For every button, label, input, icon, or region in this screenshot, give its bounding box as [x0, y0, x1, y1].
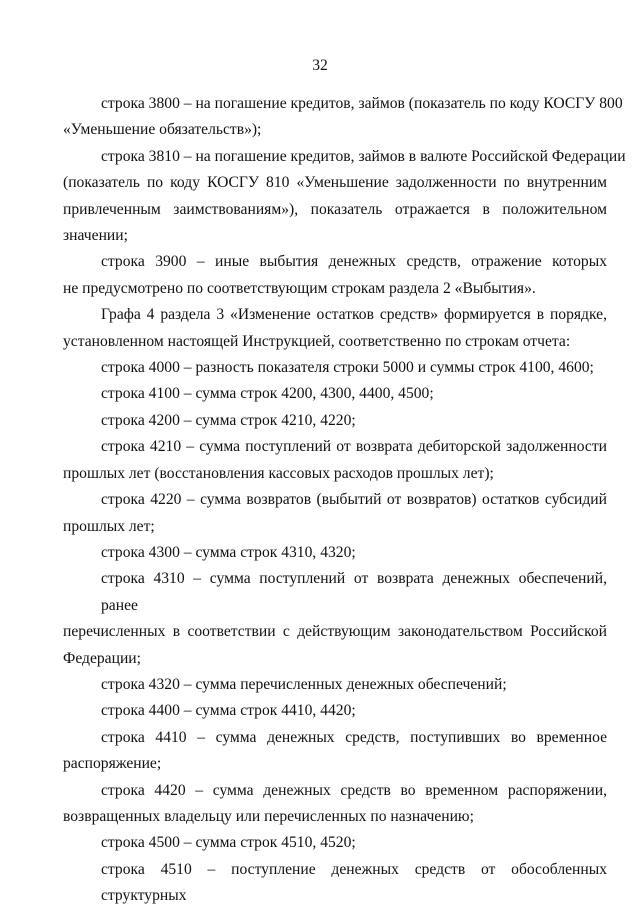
text-line: прошлых лет;: [63, 517, 155, 535]
text-line: возвращенных владельцу или перечисленных по назначению;: [63, 807, 474, 825]
page-number: 32: [312, 57, 328, 74]
text-line: строка 4200 – сумма строк 4210, 4220;: [101, 411, 356, 429]
text-line: строка 4220 – сумма возвратов (выбытий от возвратов) остатков субсидий: [101, 491, 607, 509]
text-line: строка 4320 – сумма перечисленных денежных обеспечений;: [101, 675, 507, 693]
text-line: строка 4300 – сумма строк 4310, 4320;: [101, 543, 356, 561]
text-line: привлеченным заимствованиям»), показатель отражается в положительном: [63, 200, 607, 218]
text-line: строка 4420 – сумма денежных средств во временном распоряжении,: [101, 781, 607, 799]
text-line: «Уменьшение обязательств»);: [63, 121, 262, 139]
text-line: строка 3800 – на погашение кредитов, займов (показатель по коду КОСГУ 800: [101, 95, 623, 112]
text-line: (показатель по коду КОСГУ 810 «Уменьшение задолженности по внутренним: [63, 174, 607, 192]
text-line: строка 4310 – сумма поступлений от возврата денежных обеспечений, ранее: [101, 570, 607, 614]
text-line: перечисленных в соответствии с действующим законодательством Российской: [63, 623, 607, 641]
text-line: Федерации;: [63, 649, 141, 667]
text-line: значении;: [63, 227, 128, 245]
text-line: строка 3810 – на погашение кредитов, займов в валюте Российской Федерации: [101, 147, 626, 165]
text-line: установленном настоящей Инструкцией, соответственно по строкам отчета:: [63, 332, 571, 350]
text-line: прошлых лет (восстановления кассовых расходов прошлых лет);: [63, 464, 494, 482]
text-line: строка 4510 – поступление денежных средств от обособленных структурных: [101, 860, 607, 905]
text-line: строка 4400 – сумма строк 4410, 4420;: [101, 702, 356, 720]
text-line: строка 4100 – сумма строк 4200, 4300, 4400, 4500;: [101, 385, 434, 403]
document-body: [63, 91, 626, 910]
text-line: Графа 4 раздела 3 «Изменение остатков средств» формируется в порядке,: [101, 306, 607, 324]
text-line: строка 4210 – сумма поступлений от возврата дебиторской задолженности: [101, 438, 607, 456]
text-line: строка 4500 – сумма строк 4510, 4520;: [101, 834, 356, 852]
text-line: распоряжение;: [63, 755, 162, 773]
text-line: строка 3900 – иные выбытия денежных средств, отражение которых: [101, 253, 607, 271]
text-line: строка 4000 – разность показателя строки 5000 и суммы строк 4100, 4600;: [101, 359, 594, 377]
text-line: не предусмотрено по соответствующим строкам раздела 2 «Выбытия».: [63, 279, 536, 297]
text-line: строка 4410 – сумма денежных средств, поступивших во временное: [101, 728, 607, 746]
